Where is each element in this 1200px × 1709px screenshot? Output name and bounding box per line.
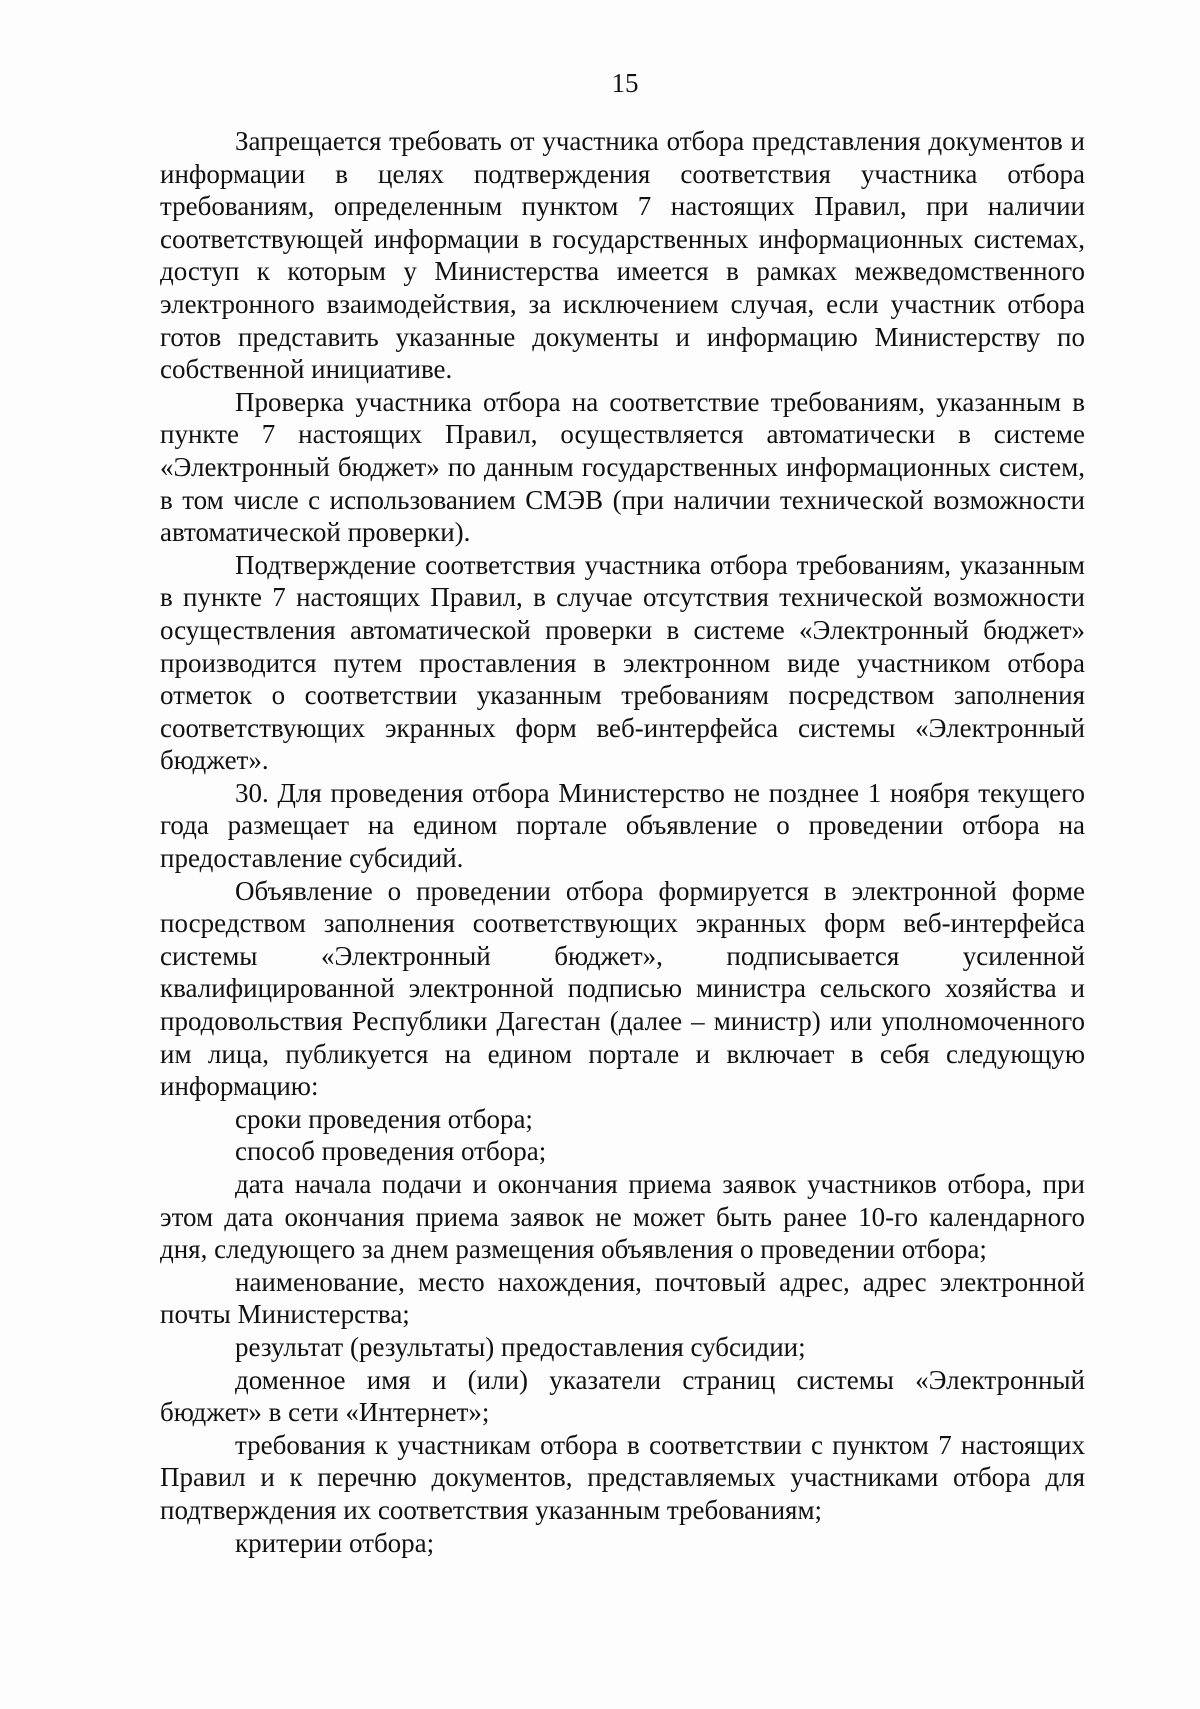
paragraph-manual-confirmation: Подтверждение соответствия участника отбора требованиям, указанным в пункте 7 настоящих Правил, в случае отсутствия технической возможности осуществления автоматической проверки в системе «Электронный бюджет» производится путем проставления в электронном виде участником отбора отметок о соответствии указанным требованиям посредством заполнения соответствующих экранных форм веб-интерфейса системы «Электронный бюджет». [160, 549, 1085, 776]
paragraph-section-30: 30. Для проведения отбора Министерство не позднее 1 ноября текущего года размещает на едином портале объявление о проведении отбора на предоставление субсидий. [160, 777, 1085, 874]
paragraph-document-request-prohibition: Запрещается требовать от участника отбора представления документов и информации в целях подтверждения соответствия участника отбора требованиям, определенным пунктом 7 настоящих Правил, при наличии соответствующей информации в государственных информационных системах, доступ к которым у Министерства имеется в рамках межведомственного электронного взаимодействия, за исключением случая, если участник отбора готов представить указанные документы и информацию Министерству по собственной инициативе. [160, 126, 1085, 385]
paragraph-automatic-check: Проверка участника отбора на соответствие требованиям, указанным в пункте 7 настоящих Правил, осуществляется автоматически в системе «Электронный бюджет» по данным государственных информационных систем, в том числе с использованием СМЭВ (при наличии технической возможности автоматической проверки). [160, 386, 1085, 548]
list-item-application-dates: дата начала подачи и окончания приема заявок участников отбора, при этом дата окончания приема заявок не может быть ранее 10-го календарного дня, следующего за днем размещения объявления о проведении отбора; [160, 1169, 1085, 1265]
list-item-participant-requirements: требования к участникам отбора в соответствии с пунктом 7 настоящих Правил и к перечню документов, представляемых участниками отбора для подтверждения их соответствия указанным требованиям; [160, 1429, 1085, 1525]
list-item-domain-names: доменное имя и (или) указатели страниц системы «Электронный бюджет» в сети «Интернет»; [160, 1364, 1085, 1428]
page-number: 15 [611, 68, 639, 98]
list-item-ministry-contacts: наименование, место нахождения, почтовый адрес, адрес электронной почты Министерства; [160, 1266, 1085, 1330]
document-body [160, 125, 1085, 1559]
list-item-subsidy-results: результат (результаты) предоставления субсидии; [235, 1331, 806, 1362]
list-item-selection-method: способ проведения отбора; [235, 1136, 547, 1167]
list-item-selection-criteria: критерии отбора; [235, 1527, 435, 1558]
list-item-selection-dates: сроки проведения отбора; [235, 1103, 533, 1134]
paragraph-announcement-formation: Объявление о проведении отбора формируется в электронной форме посредством заполнения соответствующих экранных форм веб-интерфейса системы «Электронный бюджет», подписывается усиленной квалифицированной электронной подписью министра сельского хозяйства и продовольствия Республики Дагестан (далее – министр) или уполномоченного им лица, публикуется на едином портале и включает в себя следующую информацию: [160, 875, 1085, 1102]
